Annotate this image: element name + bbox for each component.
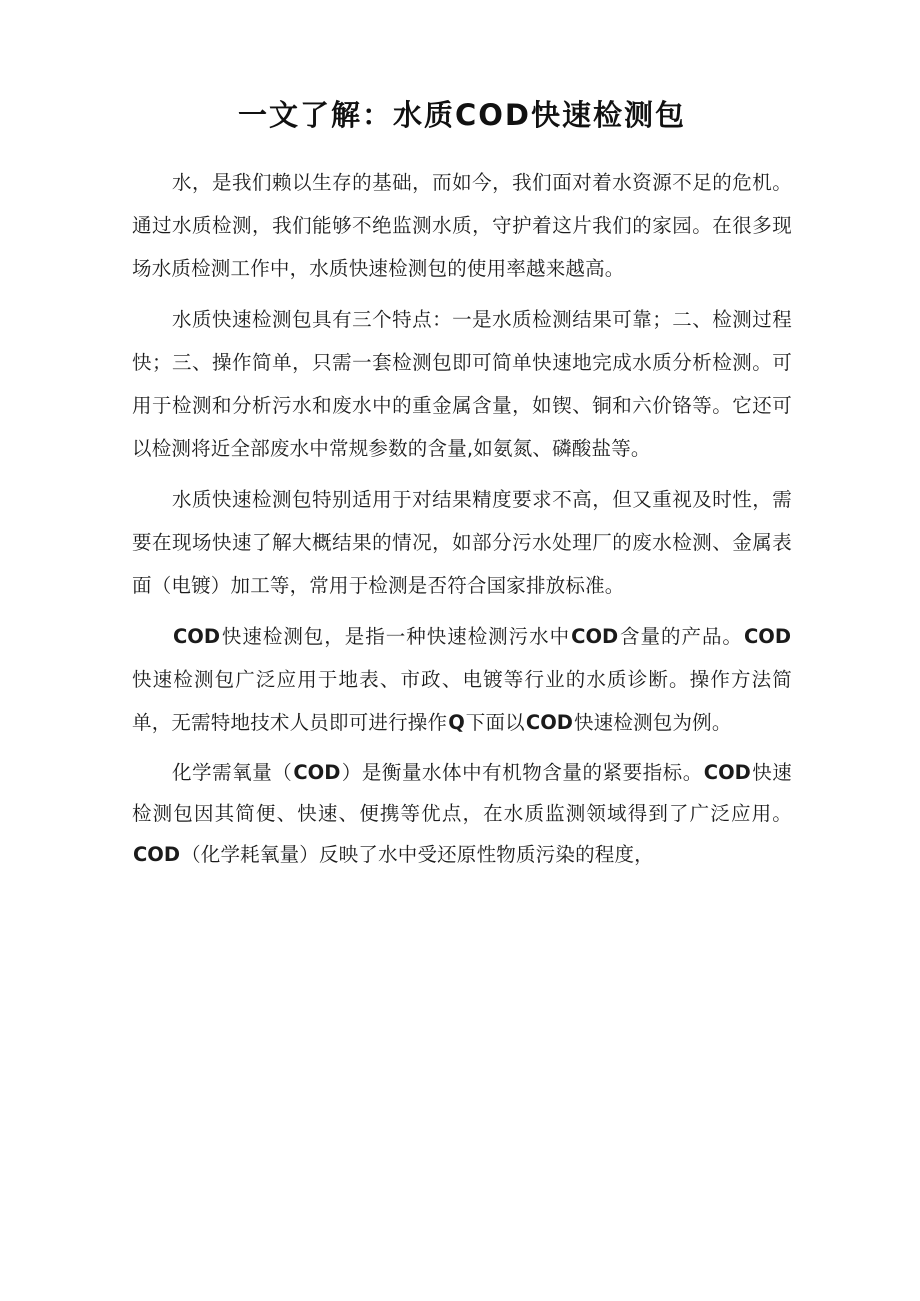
inline-latin-term: COD [173, 625, 221, 649]
paragraph-cod-definition: COD快速检测包，是指一种快速检测污水中COD含量的产品。COD快速检测包广泛应用于地表、市政、电镀等行业的水质诊断。操作方法简单，无需特地技术人员即可进行操作Q下面以COD快速检测包为例。 [132, 625, 792, 735]
document-body [132, 161, 792, 875]
paragraph-application: 水质快速检测包特别适用于对结果精度要求不高，但又重视及时性，需要在现场快速了解大概结果的情况，如部分污水处理厂的废水检测、金属表面（电镀）加工等，常用于检测是否符合国家排放标准。 [132, 488, 792, 598]
inline-latin-term: COD [525, 711, 573, 735]
paragraph-intro: 水，是我们赖以生存的基础，而如今，我们面对着水资源不足的危机。通过水质检测，我们能够不绝监测水质，守护着这片我们的家园。在很多现场水质检测工作中，水质快速检测包的使用率越来越高。 [132, 171, 792, 281]
inline-latin-term: COD [293, 761, 341, 785]
inline-latin-term: COD [703, 761, 751, 785]
paragraph-cod-meaning: 化学需氧量（COD）是衡量水体中有机物含量的紧要指标。COD快速检测包因其简便、快速、便携等优点，在水质监测领域得到了广泛应用。COD（化学耗氧量）反映了水中受还原性物质污染的程度， [132, 761, 792, 867]
inline-latin-term: COD [743, 625, 792, 649]
inline-latin-term: COD [571, 625, 619, 649]
page-title: 一文了解：水质COD快速检测包 [237, 98, 686, 132]
inline-latin-term: Q [448, 711, 465, 735]
paragraph-features: 水质快速检测包具有三个特点：一是水质检测结果可靠；二、检测过程快；三、操作简单，只需一套检测包即可简单快速地完成水质分析检测。可用于检测和分析污水和废水中的重金属含量，如锲、铜和六价铬等。它还可以检测将近全部废水中常规参数的含量,如氨氮、磷酸盐等。 [132, 308, 792, 461]
inline-latin-term: COD [133, 843, 181, 867]
